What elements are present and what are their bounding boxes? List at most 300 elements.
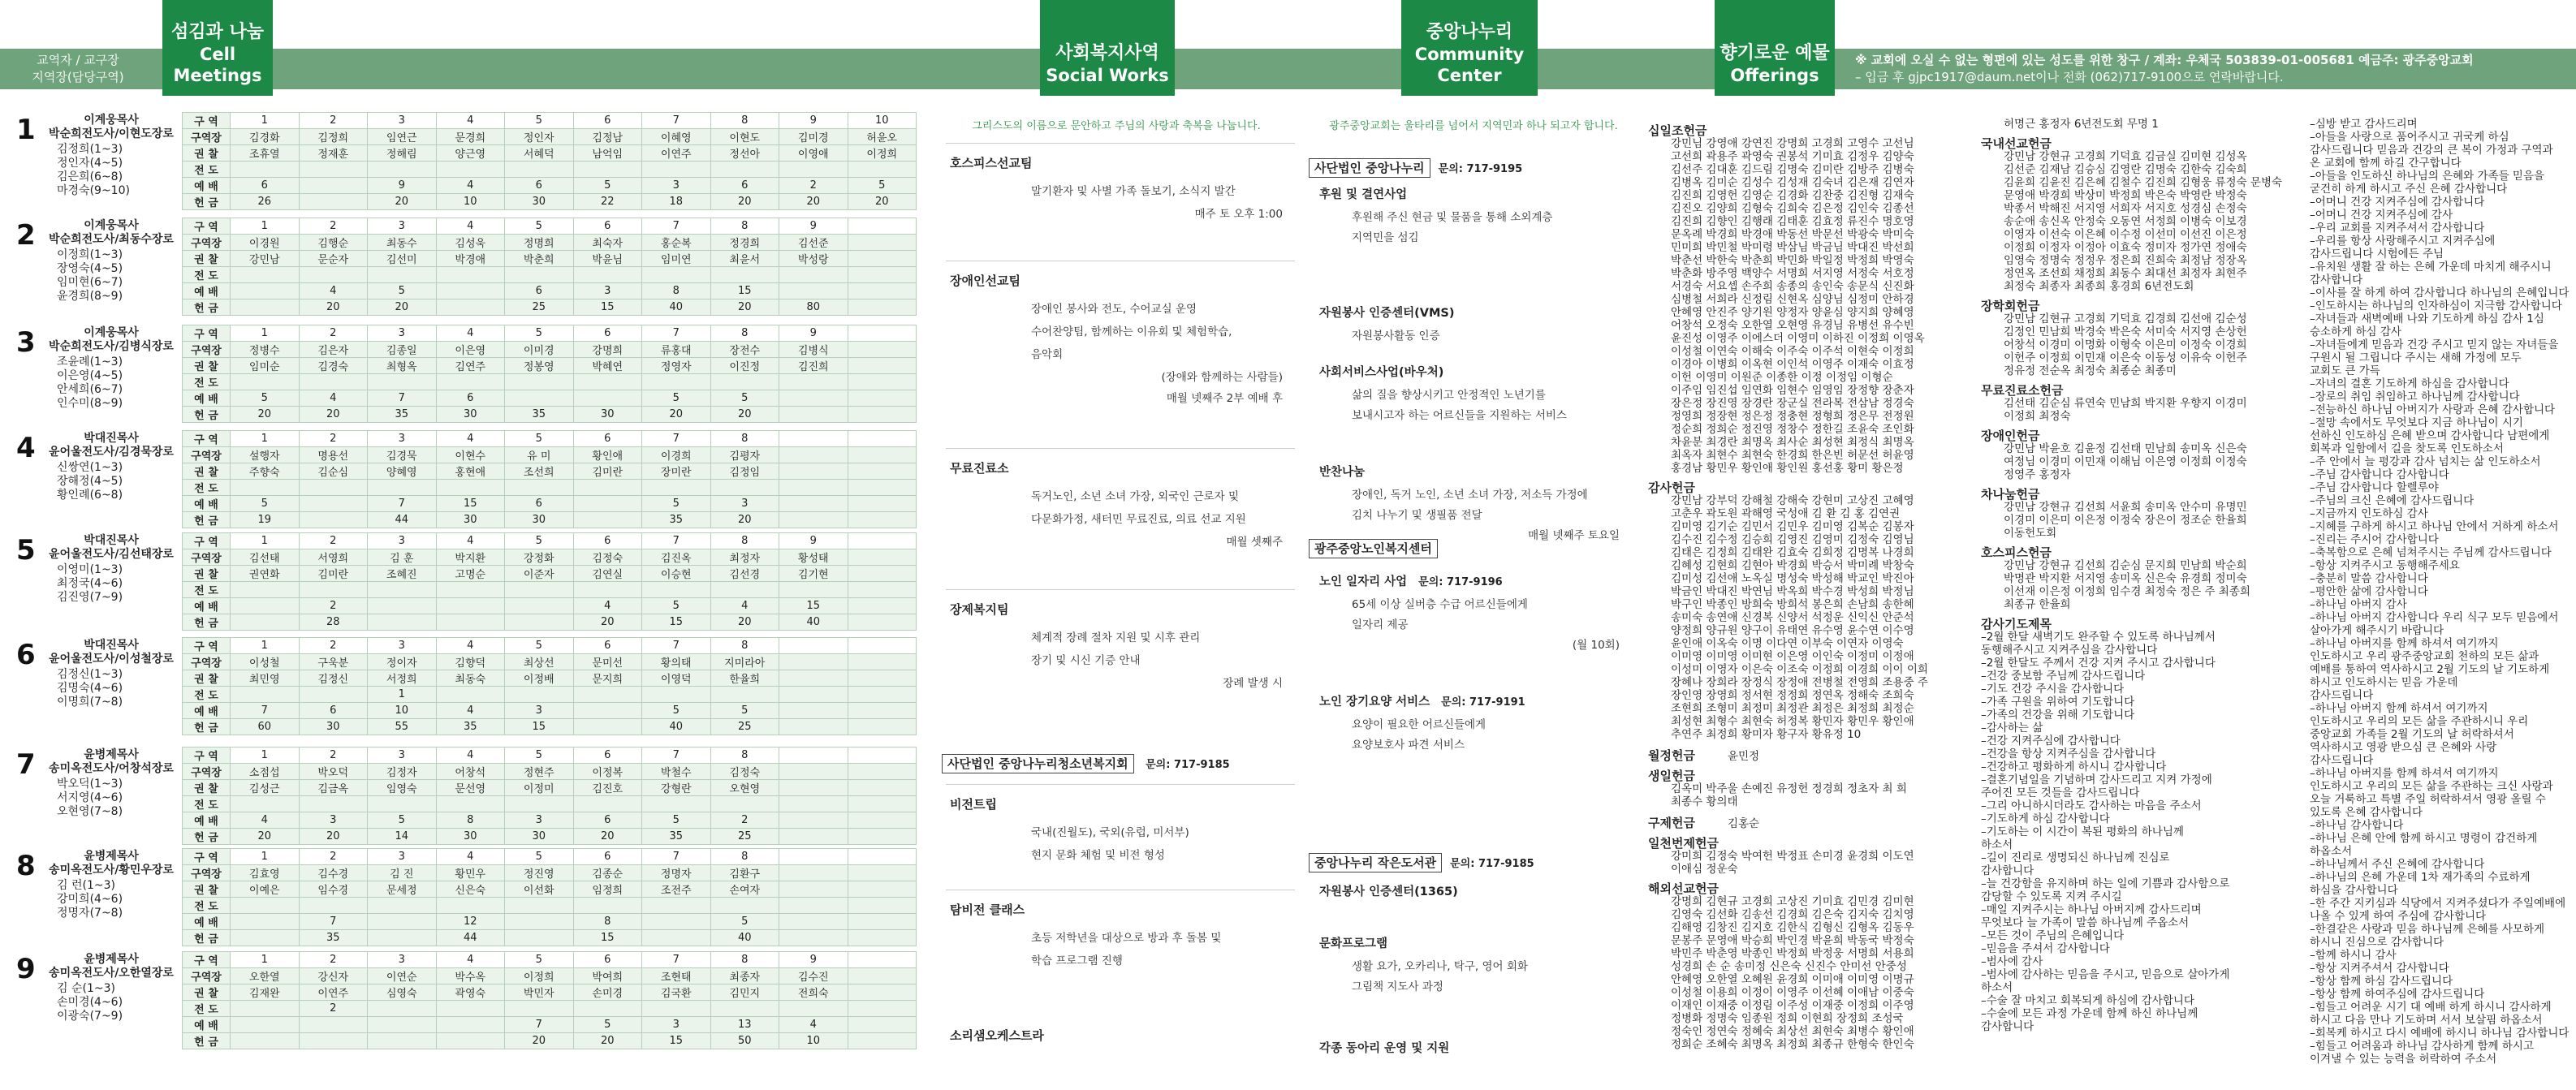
prayer-line: 예배를 통하여 역사하시고 2월 기도의 날 기도하게 (2310, 663, 2550, 676)
cell-value (848, 407, 917, 423)
cell-value (710, 267, 779, 283)
cell-value: 황인애 (573, 447, 642, 463)
offering-line: –감사하는 삶 (1981, 722, 2043, 735)
offering-section-title: 일천번제헌금 (1648, 836, 1719, 851)
row-header: 전 도 (183, 796, 231, 812)
row-header: 권 찰 (183, 780, 231, 796)
offering-names: 윤인애 이옥숙 이명 이다연 이부숙 이연자 이영숙 (1671, 637, 1904, 650)
cell-value (231, 796, 300, 812)
cell-value (848, 719, 917, 735)
cell-value: 이정미 (505, 780, 574, 796)
cell-value: 주향숙 (231, 463, 300, 480)
cc-block-title (1309, 159, 1522, 176)
cell-value (642, 480, 711, 496)
cell-value (710, 582, 779, 598)
sw-schedule: 매월 넷째주 2부 예배 후 (1166, 392, 1283, 405)
cell-value: 7 (299, 914, 368, 930)
cell-value: 7 (368, 390, 437, 407)
offering-names: 이애심 정운숙 (1671, 863, 1738, 876)
sw-divider (946, 784, 1295, 785)
member-line: 김정신(1~3) (57, 668, 123, 681)
cell-value (436, 480, 505, 496)
cell-value (505, 162, 574, 178)
cell-value: 김국환 (642, 984, 711, 1001)
cell-value: 6 (573, 218, 642, 235)
cell-value: 김평자 (710, 447, 779, 463)
cell-value: 1 (231, 638, 300, 654)
cell-value: 8 (436, 812, 505, 829)
cell-row (183, 358, 917, 374)
cell-value: 35 (642, 829, 711, 845)
offering-names: 박춘화 방주영 백양수 서명희 서지영 서정숙 서호정 (1671, 267, 1914, 280)
cell-value (642, 162, 711, 178)
offering-names: 최종규 한율희 (2004, 598, 2071, 611)
cell-value (436, 299, 505, 316)
offerings-col-3 (2310, 118, 2570, 1066)
cell-value: 25 (505, 299, 574, 316)
cell-value: 7 (642, 849, 711, 865)
cell-value: 35 (299, 930, 368, 946)
cell-value: 최형옥 (368, 358, 437, 374)
cell-value (368, 796, 437, 812)
cell-value (848, 687, 917, 703)
cell-value: 지미라아 (710, 654, 779, 670)
member-line: 이은영(4~5) (57, 369, 123, 382)
cell-value: 이준자 (505, 566, 574, 582)
cell-value: 4 (436, 849, 505, 865)
offering-names: 정병화 정명숙 임종원 정희 이현희 장정희 조성국 (1671, 1012, 1904, 1025)
prayer-line: –진리는 주시어 감사합니다 (2310, 533, 2439, 546)
cell-value (368, 1001, 437, 1017)
cell-value: 오현영 (710, 780, 779, 796)
cell-value: 30 (436, 829, 505, 845)
cell-value (848, 299, 917, 316)
cell-value: 8 (710, 325, 779, 342)
cell-value (299, 178, 368, 194)
member-line: 마경숙(9~10) (57, 184, 130, 197)
cell-value (231, 898, 300, 914)
cell-value: 7 (642, 952, 711, 968)
cell-table (182, 637, 917, 735)
offering-names: 차윤분 최경란 최명옥 최사순 최성현 최정식 최명옥 (1671, 436, 1914, 449)
cell-value: 김효영 (231, 865, 300, 881)
cell-value (848, 952, 917, 968)
member-line: 김명숙(4~6) (57, 682, 123, 695)
cell-members (57, 982, 179, 1023)
offering-names: 김정인 민남희 박경숙 박은숙 서미숙 서지영 손상헌 (2004, 325, 2247, 338)
cell-row (183, 283, 917, 299)
row-header: 헌 금 (183, 719, 231, 735)
cell-value (573, 687, 642, 703)
offering-names: 문옥례 박경희 박경애 박동선 박문선 박광숙 박미숙 (1671, 228, 1914, 241)
cc-phone: 문의: 717-9185 (1450, 858, 1534, 870)
cell-value: 7 (505, 1017, 574, 1033)
sw-section-title (942, 755, 1230, 772)
offering-names: 강민남 김현규 고경희 기덕효 김경희 김선애 김순성 (2004, 312, 2247, 325)
leader-line: 송미옥전도사/어창석장로 (49, 762, 174, 775)
row-header: 헌 금 (183, 512, 231, 528)
cell-value: 80 (779, 299, 848, 316)
leader-line: 박대진목사 (84, 432, 139, 445)
prayer-line: –충분히 말씀 감사합니다 (2310, 572, 2428, 585)
prayer-line: –한 주간 지키심과 식당에서 지켜주셨다가 주일예배에 (2310, 897, 2566, 910)
cell-value (573, 480, 642, 496)
cell-value: 박혜연 (573, 358, 642, 374)
cell-value: 이성철 (231, 654, 300, 670)
cell-value: 13 (710, 1017, 779, 1033)
cell-value (848, 374, 917, 390)
cell-value: 3 (368, 325, 437, 342)
cell-value: 정봉영 (505, 358, 574, 374)
sw-line: 음악회 (1031, 348, 1064, 361)
cell-value (505, 480, 574, 496)
cell-value: 6 (231, 178, 300, 194)
offering-line: –기도하게 하심 감사합니다 (1981, 812, 2110, 825)
cell-value: 임수경 (299, 881, 368, 898)
cell-value: 9 (779, 113, 848, 129)
cell-value: 5 (642, 496, 711, 512)
cell-value (368, 914, 437, 930)
offering-line: –건강 지켜주심에 감사합니다 (1981, 735, 2121, 747)
row-header: 구역장 (183, 235, 231, 251)
cell-value: 5 (368, 812, 437, 829)
cell-value: 15 (642, 1033, 711, 1049)
cell-value: 20 (710, 614, 779, 631)
cell-value: 1 (231, 113, 300, 129)
member-line: 이광숙(7~9) (57, 1010, 123, 1023)
offering-names: 정숙인 정연숙 정혜숙 최상선 최현숙 최병수 황인애 (1671, 1025, 1914, 1038)
cell-value: 홍현애 (436, 463, 505, 480)
cell-value: 이정희 (848, 145, 917, 162)
cell-value: 남억임 (573, 145, 642, 162)
cell-members (57, 355, 179, 411)
cell-value: 20 (231, 829, 300, 845)
cell-value (710, 374, 779, 390)
cell-value: 문경희 (436, 129, 505, 145)
cell-value: 이진정 (710, 358, 779, 374)
sw-line: 현지 문화 체험 및 비전 형성 (1031, 849, 1165, 862)
prayer-line: –항상 지켜주시고 동행해주세요 (2310, 559, 2460, 572)
offering-line: –늘 건강함을 유지하며 하는 일에 기쁨과 감사함으로 (1981, 877, 2230, 890)
cell-row (183, 829, 917, 845)
cell-value (299, 687, 368, 703)
cell-leader (42, 748, 180, 776)
cell-value: 6 (573, 812, 642, 829)
cell-value (848, 898, 917, 914)
member-line: 정인자(4~5) (57, 157, 123, 170)
cell-value: 이연순 (368, 968, 437, 984)
prayer-line: –자녀들에게 믿음과 건강 주시고 믿지 않는 자녀들을 (2310, 338, 2559, 351)
prayer-line: –하나님 아버지를 함께 하셔서 여기까지 (2310, 767, 2499, 780)
cell-row (183, 984, 917, 1001)
cell-row (183, 407, 917, 423)
cell-value: 전희숙 (779, 984, 848, 1001)
offering-section-name: 구제헌금 (1648, 816, 1695, 830)
offering-line: –2월 한달도 주께서 건강 지켜 주시고 감사합니다 (1981, 657, 2216, 670)
cell-value: 김정숙 (573, 549, 642, 566)
cell-value: 22 (573, 194, 642, 210)
cell-value (848, 780, 917, 796)
cell-value: 이영애 (779, 145, 848, 162)
cell-value (779, 1001, 848, 1017)
cell-value: 7 (642, 113, 711, 129)
cell-value (231, 614, 300, 631)
cell-value: 정해림 (368, 145, 437, 162)
cell-row (183, 1001, 917, 1017)
cell-value: 8 (710, 952, 779, 968)
offering-names: 박춘선 박한숙 박춘희 박민화 박일정 박정희 박영숙 (1671, 254, 1914, 267)
cc-title-text: 각종 동아리 운영 및 지원 (1319, 1042, 1450, 1055)
cc-block-title (1319, 882, 1458, 899)
cell-value: 임정희 (573, 881, 642, 898)
cell-value: 임미연 (642, 251, 711, 267)
cell-number: 3 (16, 326, 36, 359)
offering-line: –범사에 감사하는 믿음을 주시고, 믿음으로 살아가게 (1981, 968, 2230, 981)
cell-value: 문선영 (436, 780, 505, 796)
prayer-line: –심방 받고 감사드리며 (2310, 118, 2418, 131)
cell-value (299, 496, 368, 512)
cell-number: 8 (16, 850, 36, 882)
cell-value: 김정임 (710, 463, 779, 480)
cell-value: 정인자 (505, 129, 574, 145)
cell-value: 최동수 (368, 235, 437, 251)
cell-value: 양혜영 (368, 463, 437, 480)
cell-value: 10 (368, 703, 437, 719)
cell-row (183, 1017, 917, 1033)
cell-value: 7 (642, 325, 711, 342)
header-left-title: 교역자 / 교구장 (37, 53, 119, 67)
sw-line: 체계적 장례 절차 지원 및 시후 관리 (1031, 631, 1201, 644)
cell-value (779, 480, 848, 496)
cell-value: 6 (573, 325, 642, 342)
cell-value: 김연실 (573, 566, 642, 582)
cell-value: 5 (573, 178, 642, 194)
offering-names: 고춘우 곽도원 곽해영 국성애 김 환 김 홍 김연권 (1671, 507, 1901, 520)
cell-value (573, 374, 642, 390)
prayer-line: –하나님 감사합니다 (2310, 819, 2404, 832)
offering-names: 김진희 김향인 김행래 김태훈 김효정 류진수 명호영 (1671, 215, 1914, 228)
row-header: 권 찰 (183, 251, 231, 267)
offering-names: 이성미 이영자 이은숙 이조숙 이정희 이경희 이이 이희 (1671, 663, 1928, 676)
offering-names: 이헌 이영미 이원준 이종한 이정 이정임 이형순 (1671, 371, 1893, 384)
cell-value: 이연주 (299, 984, 368, 1001)
cell-value: 김미란 (299, 566, 368, 582)
cell-value: 강명희 (573, 342, 642, 358)
row-header: 구역장 (183, 968, 231, 984)
offering-section-name: 월정헌금 (1648, 748, 1695, 763)
prayer-line: –어머니 건강 지켜주심에 감사합니다 (2310, 196, 2485, 209)
cell-row (183, 374, 917, 390)
row-header: 구 역 (183, 952, 231, 968)
cell-value: 김진호 (573, 780, 642, 796)
sw-section-title: 무료진료소 (950, 461, 1009, 476)
member-line: 임미현(6~7) (57, 276, 123, 289)
cell-value: 황민우 (436, 865, 505, 881)
tab-cell-meetings: 섬김과 나눔 Cell Meetings (162, 0, 273, 96)
cell-value (505, 796, 574, 812)
cell-value: 8 (573, 914, 642, 930)
cc-line: 65세 이상 실버층 수급 어르신들에게 (1352, 598, 1528, 611)
offering-section-title: 감사헌금 (1648, 480, 1695, 495)
cc-line: 자원봉사활동 인증 (1352, 330, 1440, 343)
cell-value: 35 (642, 512, 711, 528)
cell-value (779, 898, 848, 914)
cell-members (57, 778, 179, 819)
offering-names: 문영애 박경희 박상미 박정희 박은숙 박영란 박정숙 (2004, 189, 2247, 202)
row-header: 예 배 (183, 178, 231, 194)
row-header: 전 도 (183, 480, 231, 496)
cell-value (436, 1033, 505, 1049)
row-header: 권 찰 (183, 358, 231, 374)
cell-value: 30 (505, 194, 574, 210)
cell-value: 1 (231, 747, 300, 764)
cell-value (573, 496, 642, 512)
offering-names: 이경미 이은미 이은정 이정숙 장은이 정조순 한율희 (2004, 514, 2247, 527)
cell-row (183, 638, 917, 654)
cell-value: 조선희 (505, 463, 574, 480)
offering-names: 양정희 양규원 양구이 유태연 유수영 윤수연 이수영 (1671, 624, 1914, 637)
cc-title-text: 노인 장기요양 서비스 (1319, 696, 1430, 709)
cell-value: 15 (573, 930, 642, 946)
cell-row (183, 968, 917, 984)
cell-value (848, 914, 917, 930)
cell-value: 정현주 (505, 764, 574, 780)
offering-names: 정영희 정장현 정은정 정충현 정형희 정은무 전정원 (1671, 410, 1914, 423)
offering-names: 강민님 강영애 강연진 강명희 고경희 고영수 고선님 (1671, 137, 1914, 150)
cell-value: 30 (436, 407, 505, 423)
cell-value: 4 (436, 638, 505, 654)
member-line: 최정국(4~6) (57, 577, 123, 590)
sw-schedule: (장애와 함께하는 사람들) (1161, 371, 1283, 384)
cc-phone: 문의: 717-9196 (1418, 576, 1503, 588)
cc-line: 김치 나누기 및 생필품 전달 (1352, 509, 1482, 522)
cell-value: 김수경 (299, 865, 368, 881)
tab-social-works: 사회복지사역 Social Works (1040, 0, 1175, 96)
cell-value: 7 (231, 703, 300, 719)
row-header: 권 찰 (183, 881, 231, 898)
prayer-line: –주님 감사합니다 할렐루야 (2310, 481, 2439, 494)
prayer-line: –하나님 은혜 안에 함께 하시고 명령이 감건하게 (2310, 832, 2538, 845)
offering-line: 감사합니다 (1981, 1020, 2034, 1033)
cell-members (57, 879, 179, 920)
cell-value (436, 898, 505, 914)
cell-value (573, 796, 642, 812)
cell-value: 3 (368, 431, 437, 447)
cell-value: 설행자 (231, 447, 300, 463)
cc-phone: 문의: 717-9195 (1438, 163, 1523, 175)
cell-value (642, 898, 711, 914)
offering-names: 여정님 이경미 이민재 이해님 이은영 이정희 이정숙 (2004, 455, 2247, 468)
cell-value: 이선화 (505, 881, 574, 898)
cc-block-title (1319, 463, 1365, 480)
offering-names: 이헌주 이정희 이민재 이은숙 이동성 이유숙 이헌주 (2004, 351, 2247, 364)
prayer-line: –하나님 아버지를 함께 하셔서 여기까지 (2310, 637, 2499, 650)
cell-value: 2 (299, 113, 368, 129)
cell-value (848, 829, 917, 845)
cell-value: 최종자 (710, 968, 779, 984)
cell-value (779, 719, 848, 735)
row-header: 구역장 (183, 549, 231, 566)
cell-value (779, 283, 848, 299)
cell-value (231, 598, 300, 614)
offering-names: 정영주 홍정자 (2004, 468, 2071, 481)
prayer-line: –지금까지 인도하심 감사 (2310, 507, 2428, 520)
cell-value (231, 1033, 300, 1049)
offering-names: 김병옥 김미순 김성수 김성재 김숙녀 김은재 김연자 (1671, 176, 1914, 189)
cell-value: 6 (573, 113, 642, 129)
offering-section-title: 감사기도제목 (1981, 617, 2052, 631)
cell-value: 곽영숙 (436, 984, 505, 1001)
sw-schedule: 장례 발생 시 (1223, 677, 1283, 690)
offering-section-title (1648, 749, 1965, 763)
cell-value: 김종순 (573, 865, 642, 881)
cell-value: 5 (642, 598, 711, 614)
cell-value (848, 447, 917, 463)
cc-block-title (1319, 934, 1387, 951)
row-header: 권 찰 (183, 566, 231, 582)
cell-value: 4 (436, 952, 505, 968)
cell-row (183, 719, 917, 735)
cell-value (231, 299, 300, 316)
offering-section-title: 장애인헌금 (1981, 429, 2040, 443)
offering-line: –건강을 항상 지켜주심을 감사합니다 (1981, 747, 2156, 760)
cc-title-box: 사단법인 중앙나누리 (1309, 158, 1430, 178)
prayer-line: 중앙교회 가족들 2월 기도의 날 허락하셔서 (2310, 728, 2514, 741)
cell-value: 서혜덕 (505, 145, 574, 162)
cell-value: 5 (505, 218, 574, 235)
offering-names: 김선주 김대훈 김드림 김명숙 김미란 김방주 김병숙 (1671, 163, 1914, 176)
cell-value: 이경원 (231, 235, 300, 251)
cell-value: 정진영 (505, 865, 574, 881)
cell-row (183, 849, 917, 865)
offering-line: 감당할 수 있도록 지켜 주시길 (1981, 890, 2122, 903)
cell-value (368, 930, 437, 946)
cell-value: 35 (436, 719, 505, 735)
sw-schedule: 매월 셋째주 (1226, 536, 1283, 549)
cell-value: 어창석 (436, 764, 505, 780)
cell-value: 김재완 (231, 984, 300, 1001)
offering-names: 민미희 박민철 박미령 박삼님 박금님 박대진 박선희 (1671, 241, 1914, 254)
cell-value: 15 (779, 598, 848, 614)
cell-value: 3 (505, 812, 574, 829)
cell-value (848, 325, 917, 342)
cell-value: 2 (299, 431, 368, 447)
cell-value: 20 (710, 512, 779, 528)
sw-line: 장애인 봉사와 전도, 수어교실 운영 (1031, 303, 1197, 316)
cell-value: 김환구 (710, 865, 779, 881)
cell-value: 김순심 (299, 463, 368, 480)
cell-value: 김선미 (368, 251, 437, 267)
cell-value (710, 898, 779, 914)
offering-section-title: 차나눔헌금 (1981, 487, 2040, 502)
cell-value: 5 (710, 703, 779, 719)
cc-line: 지역민을 섬김 (1352, 231, 1419, 244)
cc-line: 요양이 필요한 어르신들에게 (1352, 718, 1486, 731)
cell-value (848, 162, 917, 178)
cell-value (505, 614, 574, 631)
cell-row (183, 582, 917, 598)
row-header: 헌 금 (183, 194, 231, 210)
cell-value (848, 796, 917, 812)
leader-line: 이계웅목사 (84, 326, 139, 339)
cell-value (642, 930, 711, 946)
cell-row (183, 299, 917, 316)
cell-value: 조현태 (642, 968, 711, 984)
prayer-line: –하나님 아버지 감사합니다 우리 식구 모두 믿음에서 (2310, 611, 2559, 624)
offering-line: –결혼기념일을 기념하며 감사드리고 지켜 가정에 (1981, 773, 2212, 786)
member-line: 이명희(7~8) (57, 696, 123, 709)
prayer-line: –축복함으로 은혜 넘쳐주시는 주님께 감사드립니다 (2310, 546, 2552, 559)
